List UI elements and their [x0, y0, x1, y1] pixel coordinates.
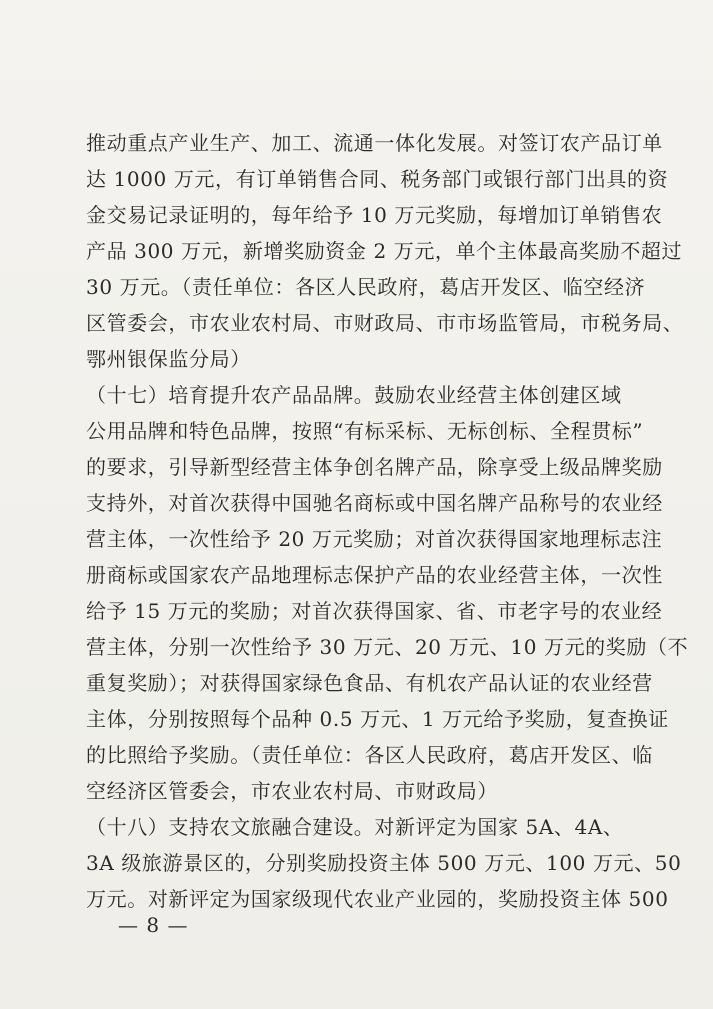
text-line: 30 万元。（责任单位：各区人民政府，葛店开发区、临空经济 — [86, 275, 646, 299]
text-line: 万元。对新评定为国家级现代农业产业园的，奖励投资主体 500 — [86, 887, 669, 911]
text-line: 营主体，一次性给予 20 万元奖励；对首次获得国家地理标志注 — [86, 527, 663, 551]
text-line: 鄂州银保监分局） — [86, 347, 251, 371]
text-line: 营主体，分别一次性给予 30 万元、20 万元、10 万元的奖励（不 — [86, 635, 689, 659]
text-line: 推动重点产业生产、加工、流通一体化发展。对签订农产品订单 — [86, 131, 663, 155]
text-line: 册商标或国家农产品地理标志保护产品的农业经营主体，一次性 — [86, 563, 663, 587]
text-line: 公用品牌和特色品牌，按照“有标采标、无标创标、全程贯标” — [86, 419, 644, 443]
text-line: 的要求，引导新型经营主体争创名牌产品，除享受上级品牌奖励 — [86, 455, 663, 479]
text-line: 空经济区管委会，市农业农村局、市财政局） — [86, 779, 498, 803]
text-line: 金交易记录证明的，每年给予 10 万元奖励，每增加订单销售农 — [86, 203, 663, 227]
text-line: 产品 300 万元，新增奖励资金 2 万元，单个主体最高奖励不超过 — [86, 239, 683, 263]
page-number: — 8 — — [118, 913, 189, 937]
text-line: 达 1000 万元，有订单销售合同、税务部门或银行部门出具的资 — [86, 167, 669, 191]
text-line: 重复奖励）；对获得国家绿色食品、有机农产品认证的农业经营 — [86, 671, 653, 695]
text-line: 给予 15 万元的奖励；对首次获得国家、省、市老字号的农业经 — [86, 599, 663, 623]
text-line: 支持外，对首次获得中国驰名商标或中国名牌产品称号的农业经 — [86, 491, 663, 515]
text-line: 主体，分别按照每个品种 0.5 万元、1 万元给予奖励，复查换证 — [86, 707, 669, 731]
section-heading-17: （十七）培育提升农产品品牌。鼓励农业经营主体创建区域 — [86, 383, 622, 407]
text-line: 的比照给予奖励。（责任单位：各区人民政府，葛店开发区、临 — [86, 743, 653, 767]
text-line: 3A 级旅游景区的，分别奖励投资主体 500 万元、100 万元、50 — [86, 851, 682, 875]
text-line: 区管委会，市农业农村局、市财政局、市市场监管局，市税务局、 — [86, 311, 684, 335]
section-heading-18: （十八）支持农文旅融合建设。对新评定为国家 5A、4A、 — [86, 815, 624, 839]
